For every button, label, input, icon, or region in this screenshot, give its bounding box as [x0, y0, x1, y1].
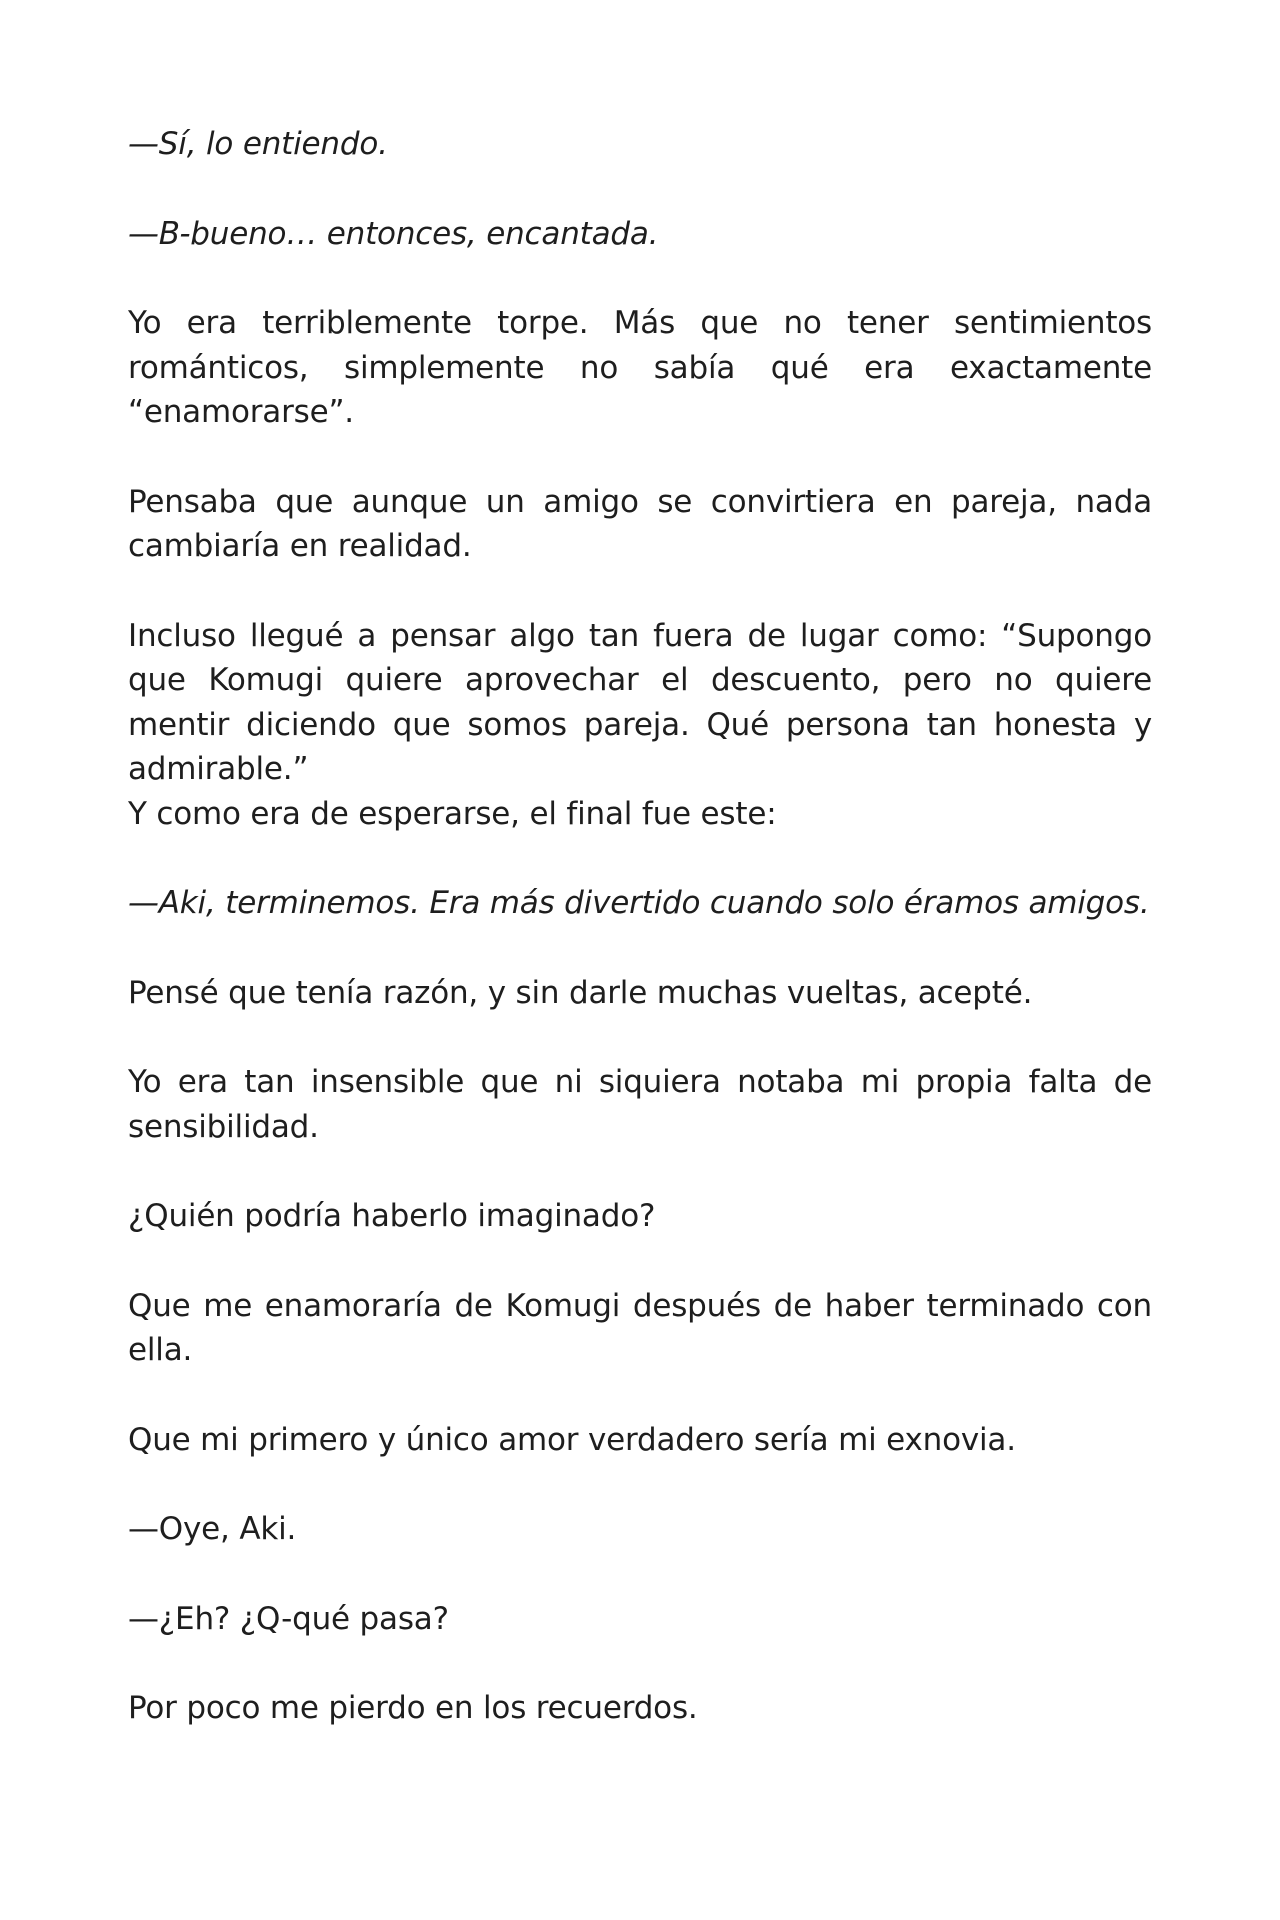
narration-paragraph: Pensé que tenía razón, y sin darle muchas vueltas, acepté.	[128, 974, 1033, 1011]
dialogue-line: —¿Eh? ¿Q-qué pasa?	[128, 1600, 449, 1637]
document-page	[128, 122, 1152, 1776]
dialogue-line: —B-bueno… entonces, encantada.	[128, 215, 659, 252]
dialogue-line: —Sí, lo entiendo.	[128, 126, 388, 162]
narration-paragraph: Que mi primero y único amor verdadero sería mi exnovia.	[128, 1421, 1016, 1458]
narration-paragraph: Y como era de esperarse, el final fue este:	[128, 795, 777, 832]
dialogue-line: —Aki, terminemos. Era más divertido cuando solo éramos amigos.	[128, 885, 1150, 921]
narration-paragraph: Por poco me pierdo en los recuerdos.	[128, 1690, 698, 1726]
narration-paragraph: Incluso llegué a pensar algo tan fuera de lugar como: “Supongo que Komugi quiere aprovechar el descuento, pero no quiere mentir diciendo que somos pareja. Qué persona tan honesta y admirable.”	[128, 617, 1152, 787]
narration-paragraph: ¿Quién podría haberlo imaginado?	[128, 1198, 656, 1234]
narration-paragraph: Pensaba que aunque un amigo se convirtiera en pareja, nada cambiaría en realidad.	[128, 483, 1152, 564]
narration-paragraph: Que me enamoraría de Komugi después de haber terminado con ella.	[128, 1287, 1152, 1368]
dialogue-line: —Oye, Aki.	[128, 1511, 297, 1547]
narration-paragraph: Yo era tan insensible que ni siquiera notaba mi propia falta de sensibilidad.	[128, 1064, 1152, 1145]
narration-paragraph: Yo era terriblemente torpe. Más que no tener sentimientos románticos, simplemente no sabía qué era exactamente “enamorarse”.	[128, 305, 1152, 430]
